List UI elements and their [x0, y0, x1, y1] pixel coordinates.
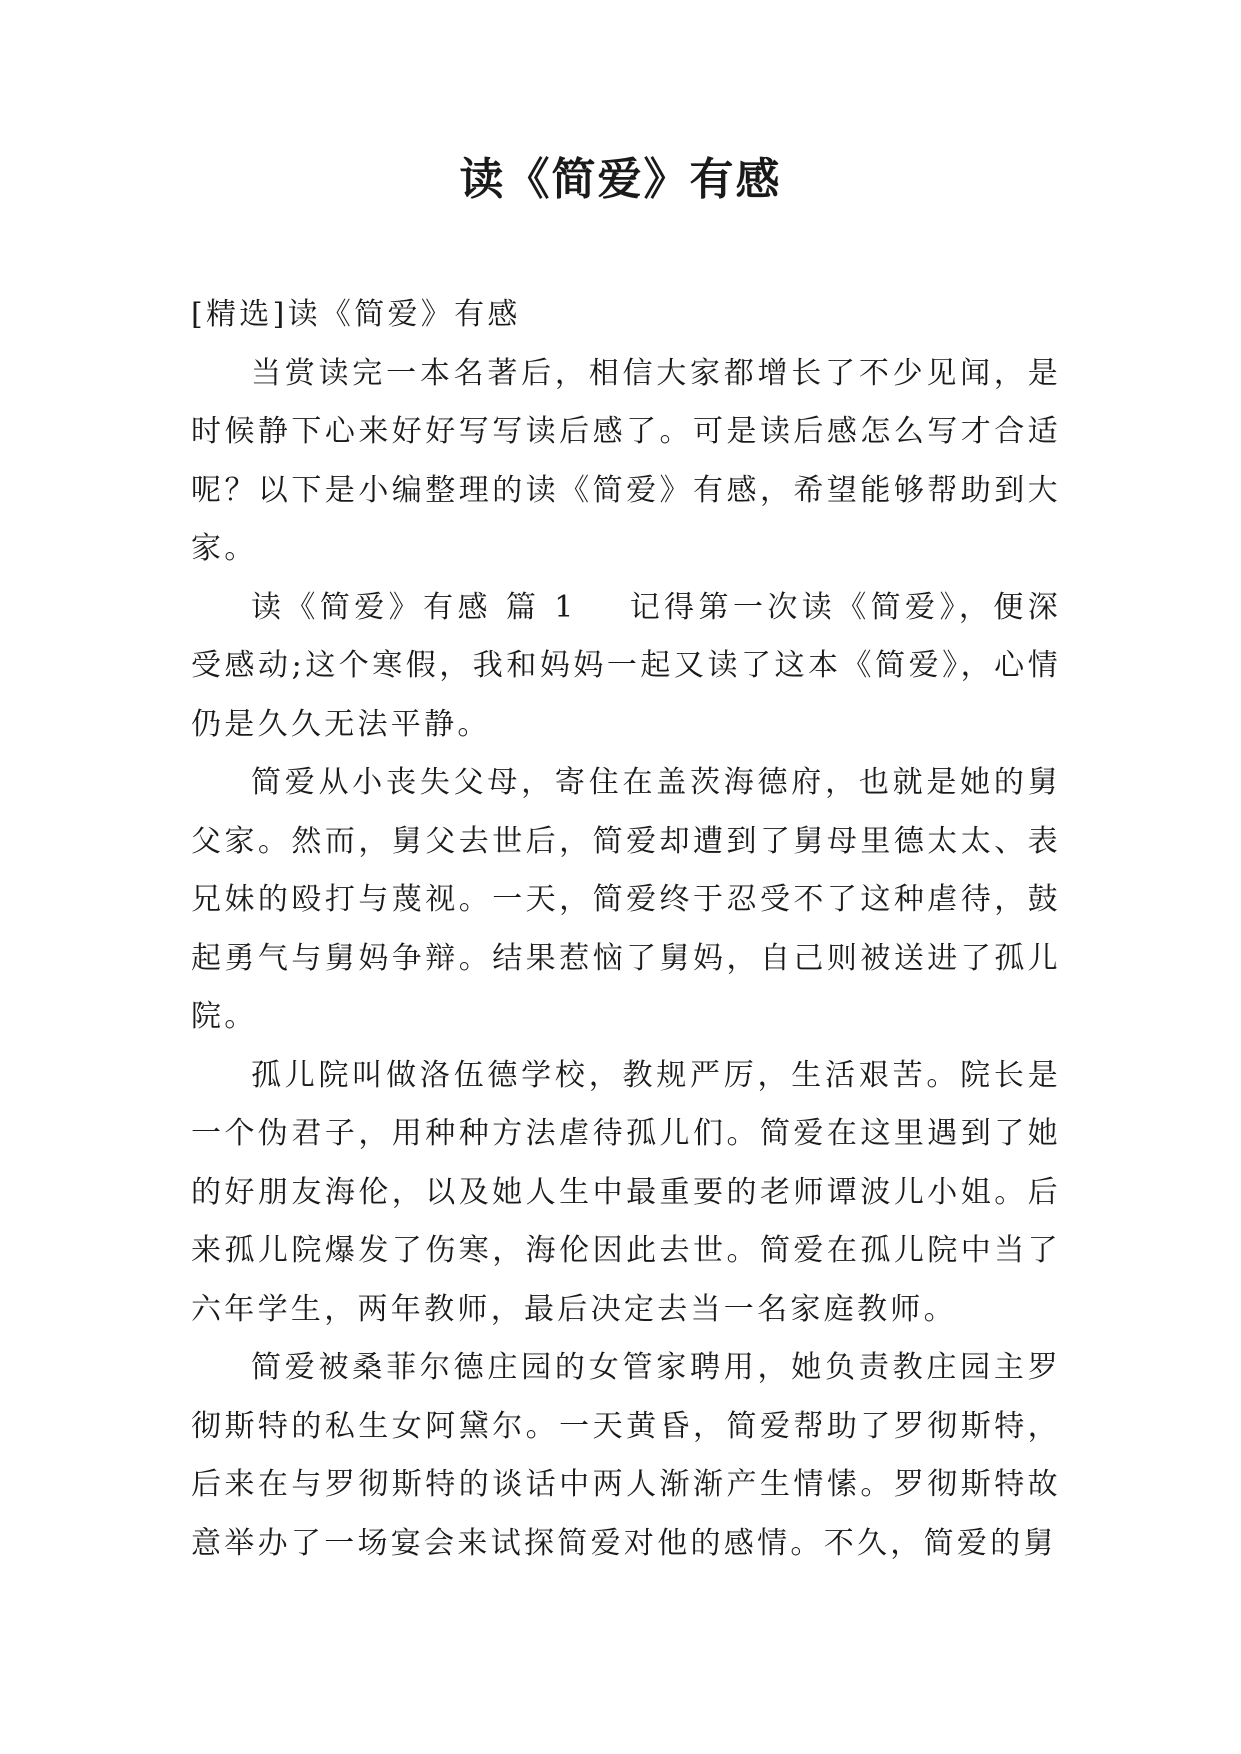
section-paragraph — [191, 579, 1061, 755]
section-paragraph-text: 记得第一次读《简爱》，便深受感动;这个寒假，我和妈妈一起又读了这本《简爱》，心情仍是久久无法平静。 — [191, 589, 1061, 742]
body-paragraph: 简爱被桑菲尔德庄园的女管家聘用，她负责教庄园主罗彻斯特的私生女阿黛尔。一天黄昏，简爱帮助了罗彻斯特，后来在与罗彻斯特的谈话中两人渐渐产生情愫。罗彻斯特故意举办了一场宴会来试探简爱对他的感情。不久，简爱的舅 — [191, 1350, 1061, 1561]
body-paragraph: 简爱从小丧失父母，寄住在盖茨海德府，也就是她的舅父家。然而，舅父去世后，简爱却遭到了舅母里德太太、表兄妹的殴打与蔑视。一天，简爱终于忍受不了这种虐待，鼓起勇气与舅妈争辩。结果惹恼了舅妈，自己则被送进了孤儿院。 — [191, 765, 1061, 1034]
section-heading: 读《简爱》有感 篇 1 — [251, 589, 577, 625]
body-paragraph: 孤儿院叫做洛伍德学校，教规严厉，生活艰苦。院长是一个伪君子，用种种方法虐待孤儿们。简爱在这里遇到了她的好朋友海伦，以及她人生中最重要的老师谭波儿小姐。后来孤儿院爆发了伤寒，海伦因此去世。简爱在孤儿院中当了六年学生，两年教师，最后决定去当一名家庭教师。 — [191, 1057, 1061, 1327]
document-body — [191, 286, 1061, 1573]
document-title: 读《简爱》有感 — [459, 154, 782, 205]
intro-paragraph: 当赏读完一本名著后，相信大家都增长了不少见闻，是时候静下心来好好写写读后感了。可是读后感怎么写才合适呢？以下是小编整理的读《简爱》有感，希望能够帮助到大家。 — [191, 355, 1061, 566]
document-subtitle: [精选]读《简爱》有感 — [191, 297, 521, 332]
